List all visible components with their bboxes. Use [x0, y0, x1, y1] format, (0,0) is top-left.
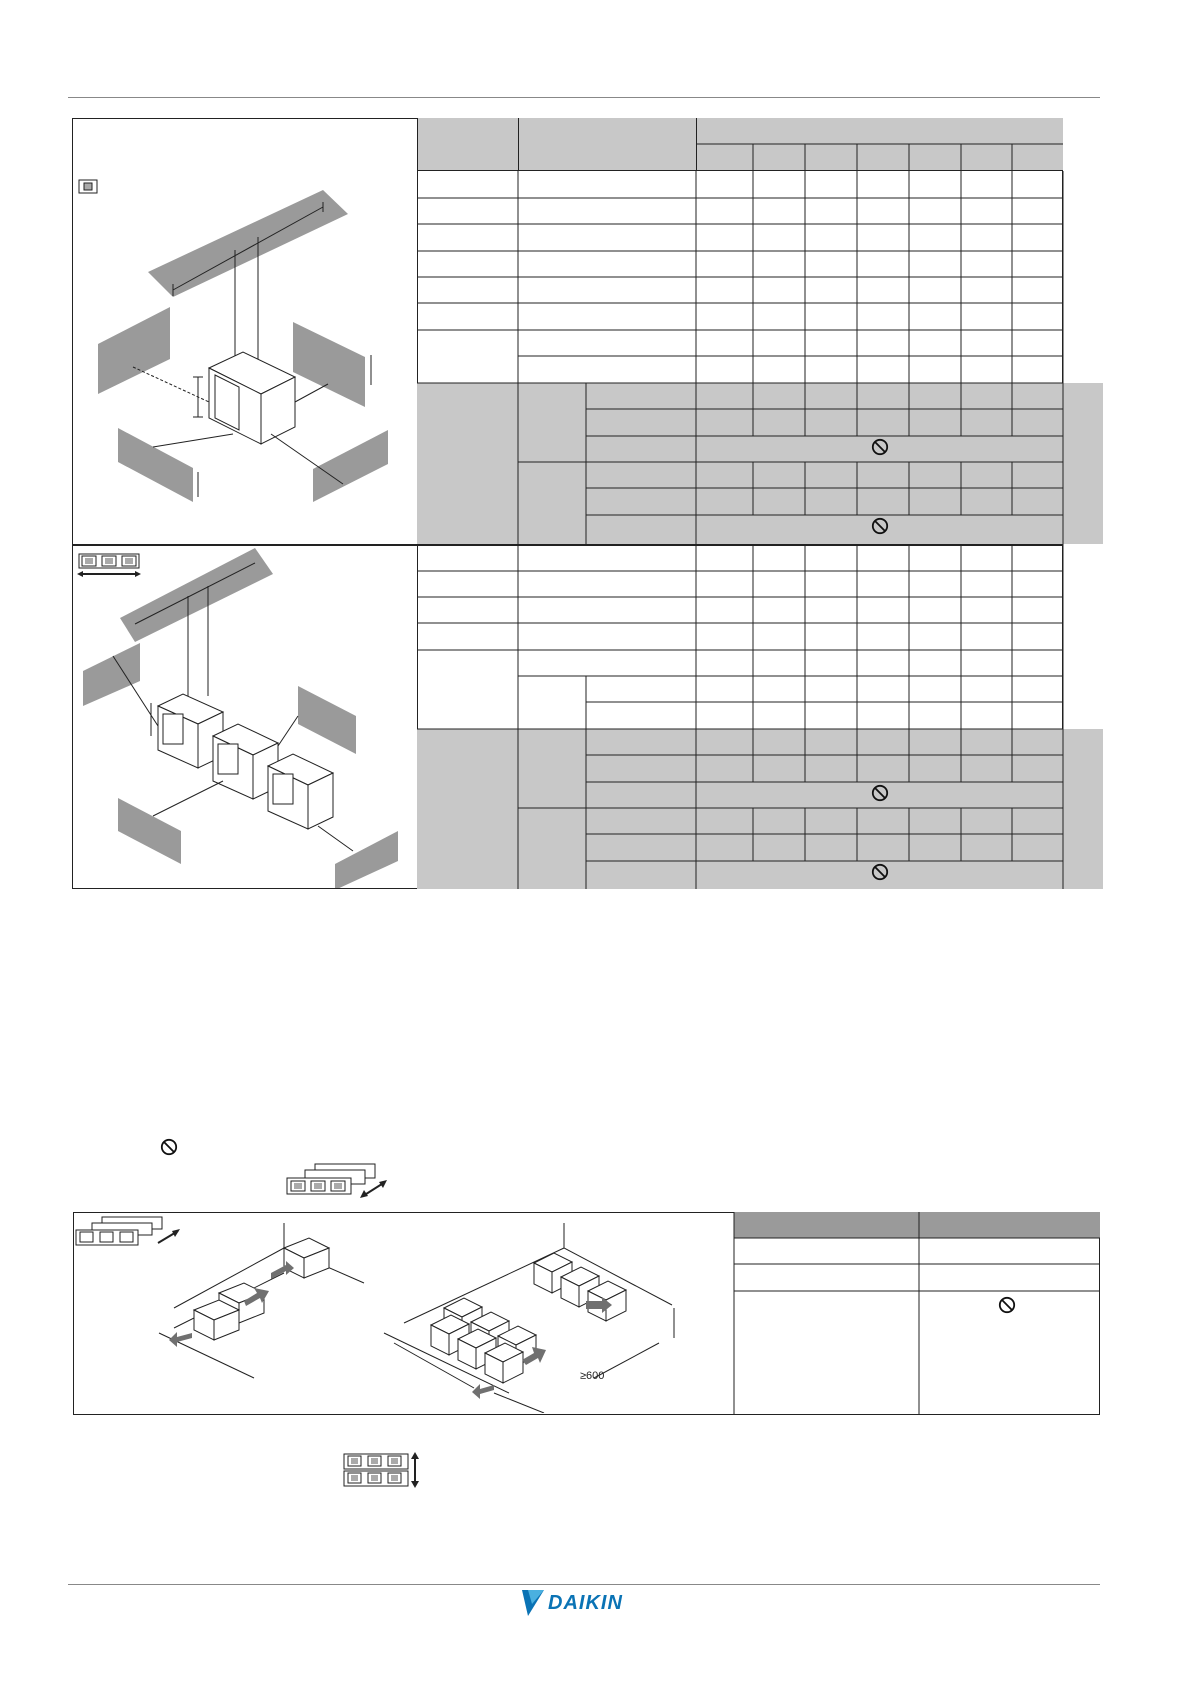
prohibited-icon [998, 1296, 1016, 1314]
daikin-logo-mark [522, 1590, 546, 1616]
multi-row-layout-diagram [74, 1213, 732, 1413]
stacked-units-icon [342, 1452, 422, 1488]
dimension-label: ≥600 [580, 1370, 605, 1382]
brand-name: DAIKIN [548, 1592, 623, 1614]
daikin-logo [522, 1590, 642, 1620]
footer-rule [68, 1584, 1100, 1585]
multi-row-units-icon [76, 1217, 162, 1245]
